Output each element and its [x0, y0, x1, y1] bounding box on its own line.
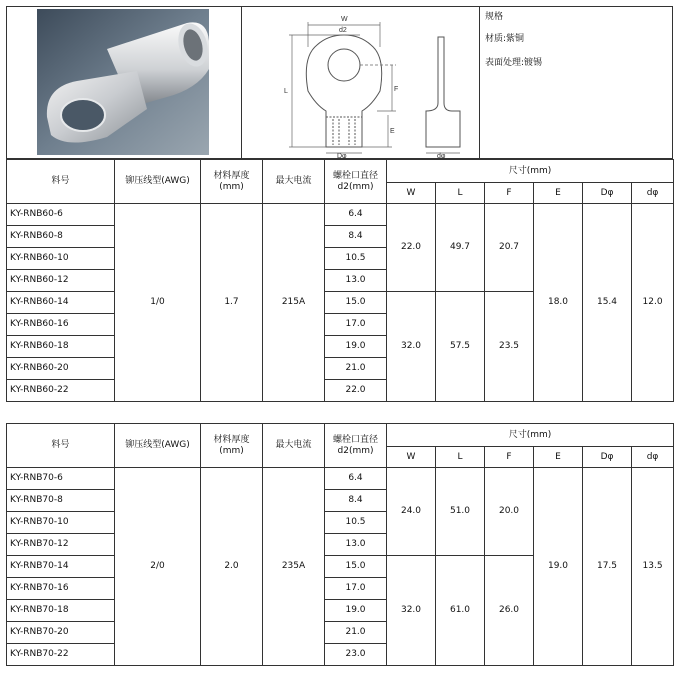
header-stud [325, 160, 387, 204]
table-row-part: KY-RNB60-10 [7, 248, 115, 270]
header-thickness-line1: 材料厚度 [213, 434, 250, 445]
dim-w-label: W [341, 16, 348, 23]
table-row-d2: 22.0 [325, 380, 387, 402]
header-col-d-outer: Dφ [583, 447, 632, 468]
w-value: 32.0 [387, 292, 436, 402]
table-row-part: KY-RNB70-10 [7, 512, 115, 534]
header-stud [325, 424, 387, 468]
l-value: 49.7 [436, 204, 485, 292]
l-value: 57.5 [436, 292, 485, 402]
dim-d-outer-label: Dφ [337, 153, 347, 158]
table-row-part: KY-RNB60-14 [7, 292, 115, 314]
table-row-part: KY-RNB60-8 [7, 226, 115, 248]
f-value: 20.0 [485, 468, 534, 556]
header-max-current: 最大电流 [263, 160, 325, 204]
dim-d2-label: d2 [339, 27, 347, 34]
thickness-value: 1.7 [201, 204, 263, 402]
table-row-d2: 8.4 [325, 490, 387, 512]
header-col-e: E [534, 183, 583, 204]
table-row-part: KY-RNB70-22 [7, 644, 115, 666]
header-thickness-line2: (mm) [219, 445, 244, 456]
table-row-d2: 23.0 [325, 644, 387, 666]
table-row-part: KY-RNB70-14 [7, 556, 115, 578]
header-col-d-outer: Dφ [583, 183, 632, 204]
dim-l-label: L [284, 88, 288, 95]
f-value: 26.0 [485, 556, 534, 666]
spec-surface: 表面处理:镀锡 [485, 58, 543, 68]
header-col-l: L [436, 183, 485, 204]
header-stud-line1: 螺栓口直径 [332, 170, 378, 181]
header-stud-line1: 螺栓口直径 [332, 434, 378, 445]
header-col-f: F [485, 447, 534, 468]
table-row-part: KY-RNB70-6 [7, 468, 115, 490]
table-row-d2: 6.4 [325, 468, 387, 490]
header-col-w: W [387, 447, 436, 468]
table-row-part: KY-RNB70-8 [7, 490, 115, 512]
spec-heading: 规格 [485, 12, 504, 22]
table-row-d2: 13.0 [325, 270, 387, 292]
table-row-part: KY-RNB70-12 [7, 534, 115, 556]
header-awg: 铆压线型(AWG) [115, 424, 201, 468]
w-value: 24.0 [387, 468, 436, 556]
dim-d-inner-label: dφ [437, 153, 446, 158]
table-row-part: KY-RNB60-6 [7, 204, 115, 226]
table-row-part: KY-RNB60-22 [7, 380, 115, 402]
table-row-d2: 17.0 [325, 578, 387, 600]
technical-drawing [242, 7, 480, 158]
ring-terminal-photo-icon [37, 9, 209, 155]
header-col-e: E [534, 447, 583, 468]
w-value: 32.0 [387, 556, 436, 666]
e-value: 18.0 [534, 204, 583, 402]
current-value: 215A [263, 204, 325, 402]
photo-cell [7, 7, 242, 158]
l-value: 51.0 [436, 468, 485, 556]
d-outer-value: 17.5 [583, 468, 632, 666]
table-row-d2: 6.4 [325, 204, 387, 226]
d-inner-value: 13.5 [632, 468, 674, 666]
e-value: 19.0 [534, 468, 583, 666]
w-value: 22.0 [387, 204, 436, 292]
dim-e-label: E [390, 128, 395, 135]
current-value: 235A [263, 468, 325, 666]
d-inner-value: 12.0 [632, 204, 674, 402]
table-row-d2: 21.0 [325, 358, 387, 380]
table-row-part: KY-RNB60-18 [7, 336, 115, 358]
header-thickness-line2: (mm) [219, 181, 244, 192]
header-col-l: L [436, 447, 485, 468]
dim-f-label: F [394, 86, 399, 93]
product-header [6, 6, 673, 159]
header-stud-line2: d2(mm) [337, 445, 374, 456]
header-col-d-inner: dφ [632, 183, 674, 204]
header-col-f: F [485, 183, 534, 204]
header-thickness [201, 424, 263, 468]
table-row-d2: 19.0 [325, 600, 387, 622]
header-stud-line2: d2(mm) [337, 181, 374, 192]
table-row-d2: 10.5 [325, 512, 387, 534]
header-dimensions: 尺寸(mm) [387, 424, 674, 447]
table-row-d2: 15.0 [325, 556, 387, 578]
header-part-no: 料号 [7, 160, 115, 204]
awg-value: 1/0 [115, 204, 201, 402]
table-row-d2: 8.4 [325, 226, 387, 248]
dimension-drawing [242, 7, 480, 158]
awg-value: 2/0 [115, 468, 201, 666]
table-row-part: KY-RNB70-20 [7, 622, 115, 644]
header-thickness-line1: 材料厚度 [213, 170, 250, 181]
l-value: 61.0 [436, 556, 485, 666]
table-row-part: KY-RNB70-18 [7, 600, 115, 622]
header-awg: 铆压线型(AWG) [115, 160, 201, 204]
product-photo [37, 9, 209, 155]
spec-notes [480, 7, 672, 158]
header-col-w: W [387, 183, 436, 204]
table-row-d2: 19.0 [325, 336, 387, 358]
spec-table-rnb70 [6, 423, 674, 666]
header-dimensions: 尺寸(mm) [387, 160, 674, 183]
d-outer-value: 15.4 [583, 204, 632, 402]
table-row-d2: 17.0 [325, 314, 387, 336]
spec-table-rnb60 [6, 159, 674, 402]
spec-material: 材质:紫铜 [485, 34, 525, 44]
header-part-no: 料号 [7, 424, 115, 468]
table-row-part: KY-RNB60-12 [7, 270, 115, 292]
header-thickness [201, 160, 263, 204]
table-row-d2: 10.5 [325, 248, 387, 270]
f-value: 20.7 [485, 204, 534, 292]
thickness-value: 2.0 [201, 468, 263, 666]
table-row-part: KY-RNB60-16 [7, 314, 115, 336]
header-max-current: 最大电流 [263, 424, 325, 468]
table-row-d2: 21.0 [325, 622, 387, 644]
table-row-d2: 15.0 [325, 292, 387, 314]
table-row-d2: 13.0 [325, 534, 387, 556]
table-row-part: KY-RNB60-20 [7, 358, 115, 380]
header-col-d-inner: dφ [632, 447, 674, 468]
f-value: 23.5 [485, 292, 534, 402]
table-row-part: KY-RNB70-16 [7, 578, 115, 600]
